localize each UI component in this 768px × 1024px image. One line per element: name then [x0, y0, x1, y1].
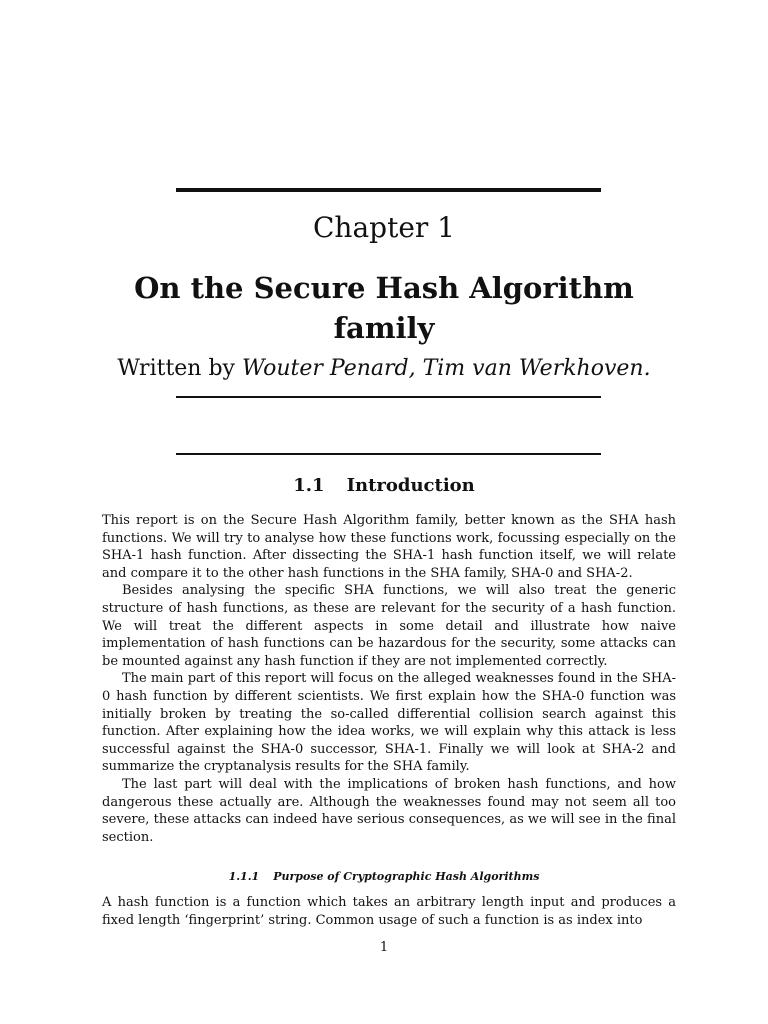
paragraph: The last part will deal with the implications of broken hash functions, and how dangerous these actually are. Although the weaknesses found may not seem all too severe, these attacks can indeed have serious consequences, as we will see in the final section. — [102, 776, 676, 845]
chapter-label: Chapter 1 — [313, 211, 455, 244]
section-heading — [0, 472, 768, 500]
authors-names: Wouter Penard, Tim van Werkhoven. — [241, 356, 651, 381]
paragraph: This report is on the Secure Hash Algorithm family, better known as the SHA hash functions. We will try to analyse how these functions work, focussing especially on the SHA-1 hash function. After dissecting the SHA-1 hash function itself, we will relate and compare it to the other hash functions in the SHA family, SHA-0 and SHA-2. — [102, 513, 676, 581]
section-number: 1.1 — [293, 475, 325, 496]
paragraph: A hash function is a function which takes an arbitrary length input and produces a fixed length ‘fingerprint’ string. Common usage of such a function is as index into — [102, 895, 676, 928]
chapter-authors — [0, 352, 768, 386]
chapter-title-line-1: On the Secure Hash Algorithm — [134, 271, 634, 305]
paragraph: Besides analysing the specific SHA functions, we will also treat the generic structure of hash functions, as these are relevant for the security of a hash function. We will treat the different aspects in some detail and illustrate how naive implementation of hash functions can be hazardous for the security, some attacks can be mounted against any hash function if they are not implemented correctly. — [102, 583, 676, 669]
subsection-number: 1.1.1 — [228, 870, 260, 883]
authors-prefix: Written by — [117, 356, 235, 381]
section-top-rule — [176, 453, 601, 455]
page-number: 1 — [379, 940, 389, 955]
title-bottom-rule — [176, 396, 601, 398]
introduction-body — [102, 512, 676, 846]
chapter-title — [0, 268, 768, 348]
top-rule — [176, 188, 601, 192]
section-title: Introduction — [346, 475, 475, 496]
subsection-title: Purpose of Cryptographic Hash Algorithms — [273, 870, 540, 883]
subsection-body — [102, 894, 676, 929]
subsection-heading — [0, 869, 768, 885]
paragraph: The main part of this report will focus on the alleged weaknesses found in the SHA-0 hash function by different scientists. We first explain how the SHA-0 function was initially broken by treating the so-called differential collision search against this function. After explaining how the idea works, we will explain why this attack is less successful against the SHA-0 successor, SHA-1. Finally we will look at SHA-2 and summarize the cryptanalysis results for the SHA family. — [102, 671, 676, 775]
chapter-title-line-2: family — [333, 311, 435, 345]
